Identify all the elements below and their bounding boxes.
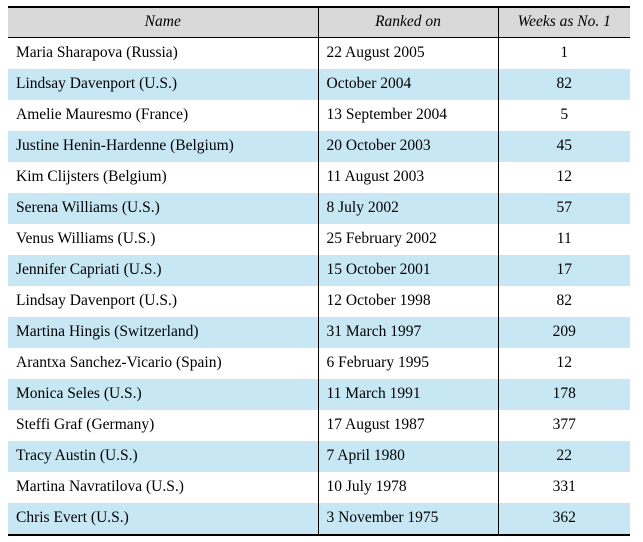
cell-player-name: Lindsay Davenport (U.S.) [8,69,318,100]
cell-ranked-on: 17 August 1987 [318,410,498,441]
table-row [8,38,630,70]
cell-weeks-as-no-1: 82 [498,286,630,317]
cell-player-name: Arantxa Sanchez-Vicario (Spain) [8,348,318,379]
cell-ranked-on: 31 March 1997 [318,317,498,348]
cell-player-name: Martina Navratilova (U.S.) [8,472,318,503]
table-row [8,224,630,255]
cell-ranked-on: 10 July 1978 [318,472,498,503]
cell-ranked-on: 25 February 2002 [318,224,498,255]
cell-player-name: Steffi Graf (Germany) [8,410,318,441]
cell-weeks-as-no-1: 45 [498,131,630,162]
table-row [8,503,630,535]
cell-weeks-as-no-1: 209 [498,317,630,348]
cell-weeks-as-no-1: 362 [498,503,630,535]
cell-player-name: Amelie Mauresmo (France) [8,100,318,131]
column-header-ranked-on: Ranked on [318,7,498,38]
table-row [8,100,630,131]
column-header-weeks: Weeks as No. 1 [498,7,630,38]
column-header-name: Name [8,7,318,38]
table-row [8,410,630,441]
table-row [8,379,630,410]
table-header [8,7,630,38]
cell-player-name: Serena Williams (U.S.) [8,193,318,224]
cell-ranked-on: 13 September 2004 [318,100,498,131]
table-body [8,38,630,536]
ranking-table-container [8,6,630,536]
cell-weeks-as-no-1: 1 [498,38,630,70]
cell-weeks-as-no-1: 5 [498,100,630,131]
table-row [8,472,630,503]
table-row [8,317,630,348]
cell-weeks-as-no-1: 57 [498,193,630,224]
cell-player-name: Kim Clijsters (Belgium) [8,162,318,193]
cell-ranked-on: 11 August 2003 [318,162,498,193]
cell-weeks-as-no-1: 82 [498,69,630,100]
cell-player-name: Jennifer Capriati (U.S.) [8,255,318,286]
cell-ranked-on: 12 October 1998 [318,286,498,317]
header-row [8,7,630,38]
cell-player-name: Chris Evert (U.S.) [8,503,318,535]
cell-ranked-on: 8 July 2002 [318,193,498,224]
cell-weeks-as-no-1: 178 [498,379,630,410]
table-row [8,162,630,193]
cell-player-name: Maria Sharapova (Russia) [8,38,318,70]
table-row [8,441,630,472]
table-row [8,348,630,379]
table-row [8,286,630,317]
cell-ranked-on: October 2004 [318,69,498,100]
cell-ranked-on: 20 October 2003 [318,131,498,162]
cell-weeks-as-no-1: 17 [498,255,630,286]
cell-player-name: Tracy Austin (U.S.) [8,441,318,472]
table-row [8,193,630,224]
cell-player-name: Venus Williams (U.S.) [8,224,318,255]
cell-ranked-on: 6 February 1995 [318,348,498,379]
cell-weeks-as-no-1: 11 [498,224,630,255]
table-row [8,131,630,162]
cell-ranked-on: 22 August 2005 [318,38,498,70]
cell-weeks-as-no-1: 22 [498,441,630,472]
table-row [8,69,630,100]
cell-player-name: Martina Hingis (Switzerland) [8,317,318,348]
ranking-table [8,6,630,536]
cell-ranked-on: 11 March 1991 [318,379,498,410]
cell-player-name: Justine Henin-Hardenne (Belgium) [8,131,318,162]
cell-ranked-on: 3 November 1975 [318,503,498,535]
cell-player-name: Lindsay Davenport (U.S.) [8,286,318,317]
cell-weeks-as-no-1: 12 [498,348,630,379]
cell-weeks-as-no-1: 12 [498,162,630,193]
cell-ranked-on: 7 April 1980 [318,441,498,472]
cell-ranked-on: 15 October 2001 [318,255,498,286]
cell-weeks-as-no-1: 377 [498,410,630,441]
table-row [8,255,630,286]
cell-weeks-as-no-1: 331 [498,472,630,503]
cell-player-name: Monica Seles (U.S.) [8,379,318,410]
